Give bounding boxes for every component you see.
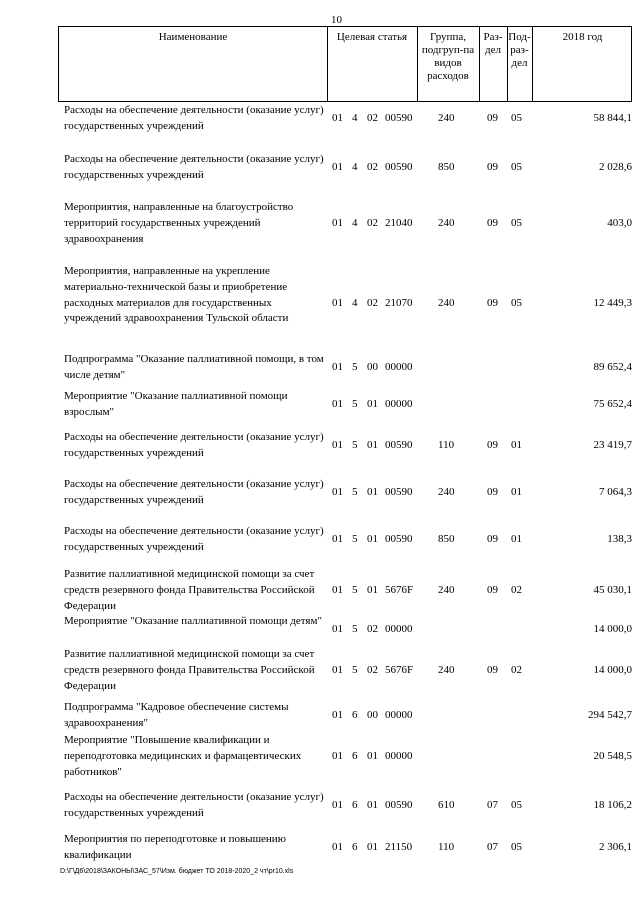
section-code: 07 (487, 841, 498, 853)
code-direction: 00590 (385, 439, 413, 451)
code-subprogram: 5 (352, 623, 358, 635)
page-number: 10 (331, 14, 342, 26)
code-program: 01 (332, 584, 343, 596)
amount-2018: 2 028,6 (599, 161, 632, 173)
code-subprogram: 5 (352, 361, 358, 373)
code-direction: 21070 (385, 297, 413, 309)
header-subsection: Под-раз-дел (508, 31, 531, 69)
code-event: 01 (367, 486, 378, 498)
amount-2018: 12 449,3 (593, 297, 632, 309)
code-subprogram: 4 (352, 217, 358, 229)
file-path: D:\Г\Д6\2018\ЗАКОНЫ\ЗАС_57\Изм. бюджет ТО 2018-2020_2 чт\pr10.xls (60, 868, 294, 875)
code-subprogram: 5 (352, 486, 358, 498)
code-subprogram: 4 (352, 112, 358, 124)
amount-2018: 23 419,7 (593, 439, 632, 451)
subsection-code: 05 (511, 161, 522, 173)
row-name: Расходы на обеспечение деятельности (оказание услуг) государственных учреждений (64, 791, 324, 819)
subsection-code: 05 (511, 217, 522, 229)
code-event: 01 (367, 439, 378, 451)
section-code: 09 (487, 161, 498, 173)
amount-2018: 45 030,1 (593, 584, 632, 596)
section-code: 09 (487, 664, 498, 676)
code-program: 01 (332, 161, 343, 173)
expense-group: 240 (438, 486, 455, 498)
code-event: 00 (367, 361, 378, 373)
expense-group: 240 (438, 664, 455, 676)
section-code: 09 (487, 297, 498, 309)
code-subprogram: 5 (352, 398, 358, 410)
code-program: 01 (332, 664, 343, 676)
section-code: 09 (487, 486, 498, 498)
code-direction: 00000 (385, 623, 413, 635)
code-event: 02 (367, 217, 378, 229)
code-program: 01 (332, 112, 343, 124)
code-direction: 00590 (385, 112, 413, 124)
code-subprogram: 6 (352, 841, 358, 853)
section-code: 09 (487, 584, 498, 596)
code-event: 02 (367, 297, 378, 309)
code-subprogram: 6 (352, 750, 358, 762)
section-code: 09 (487, 533, 498, 545)
subsection-code: 05 (511, 112, 522, 124)
row-name: Мероприятия по переподготовке и повышению квалификации (64, 833, 286, 861)
row-name: Мероприятия, направленные на укрепление материально-технической базы и приобретение расходных материалов для государственных учреждений здравоохранения Тульской области (64, 265, 289, 325)
code-event: 02 (367, 664, 378, 676)
amount-2018: 20 548,5 (593, 750, 632, 762)
code-program: 01 (332, 799, 343, 811)
code-program: 01 (332, 297, 343, 309)
code-program: 01 (332, 361, 343, 373)
code-event: 02 (367, 623, 378, 635)
code-event: 01 (367, 841, 378, 853)
code-event: 02 (367, 112, 378, 124)
row-name: Мероприятия, направленные на благоустройство территорий государственных учреждений здравоохранения (64, 201, 294, 245)
code-event: 00 (367, 709, 378, 721)
subsection-code: 01 (511, 439, 522, 451)
row-name: Мероприятие "Оказание паллиативной помощи взрослым" (64, 390, 288, 418)
amount-2018: 14 000,0 (593, 664, 632, 676)
code-direction: 00590 (385, 486, 413, 498)
code-event: 01 (367, 533, 378, 545)
subsection-code: 02 (511, 584, 522, 596)
header-target: Целевая статья (336, 31, 408, 43)
code-direction: 5676F (385, 584, 414, 596)
code-program: 01 (332, 623, 343, 635)
amount-2018: 294 542,7 (588, 709, 632, 721)
code-program: 01 (332, 217, 343, 229)
amount-2018: 89 652,4 (593, 361, 632, 373)
code-direction: 21040 (385, 217, 413, 229)
code-direction: 00000 (385, 709, 413, 721)
row-name: Расходы на обеспечение деятельности (оказание услуг) государственных учреждений (64, 478, 324, 506)
amount-2018: 58 844,1 (593, 112, 632, 124)
code-program: 01 (332, 533, 343, 545)
header-section: Раз-дел (483, 31, 503, 56)
code-event: 01 (367, 799, 378, 811)
subsection-code: 05 (511, 841, 522, 853)
code-event: 01 (367, 398, 378, 410)
code-program: 01 (332, 750, 343, 762)
code-direction: 21150 (385, 841, 413, 853)
amount-2018: 18 106,2 (593, 799, 632, 811)
header-name: Наименование (158, 31, 228, 43)
code-direction: 00590 (385, 799, 413, 811)
table-header (58, 26, 632, 102)
code-program: 01 (332, 398, 343, 410)
section-code: 09 (487, 439, 498, 451)
expense-group: 240 (438, 297, 455, 309)
expense-group: 240 (438, 584, 455, 596)
expense-group: 610 (438, 799, 455, 811)
row-name: Расходы на обеспечение деятельности (оказание услуг) государственных учреждений (64, 153, 324, 181)
code-subprogram: 5 (352, 533, 358, 545)
code-program: 01 (332, 709, 343, 721)
code-subprogram: 4 (352, 161, 358, 173)
header-group: Группа, подгруп-па видов расходов (421, 31, 475, 82)
amount-2018: 403,0 (607, 217, 632, 229)
subsection-code: 01 (511, 486, 522, 498)
code-program: 01 (332, 439, 343, 451)
code-subprogram: 5 (352, 439, 358, 451)
code-program: 01 (332, 841, 343, 853)
amount-2018: 138,3 (607, 533, 632, 545)
code-direction: 00590 (385, 161, 413, 173)
code-direction: 00000 (385, 398, 413, 410)
code-subprogram: 4 (352, 297, 358, 309)
amount-2018: 2 306,1 (599, 841, 632, 853)
expense-group: 110 (438, 841, 455, 853)
expense-group: 110 (438, 439, 455, 451)
expense-group: 240 (438, 112, 455, 124)
amount-2018: 7 064,3 (599, 486, 632, 498)
code-direction: 00000 (385, 361, 413, 373)
row-name: Подпрограмма "Кадровое обеспечение системы здравоохранения" (64, 701, 289, 729)
code-subprogram: 5 (352, 584, 358, 596)
amount-2018: 75 652,4 (593, 398, 632, 410)
subsection-code: 05 (511, 799, 522, 811)
row-name: Развитие паллиативной медицинской помощи за счет средств резервного фонда Правительства Российской Федерации (64, 568, 315, 612)
row-name: Расходы на обеспечение деятельности (оказание услуг) государственных учреждений (64, 525, 324, 553)
row-name: Подпрограмма "Оказание паллиативной помощи, в том числе детям" (64, 353, 324, 381)
row-name: Расходы на обеспечение деятельности (оказание услуг) государственных учреждений (64, 104, 324, 132)
code-subprogram: 5 (352, 664, 358, 676)
subsection-code: 01 (511, 533, 522, 545)
code-event: 02 (367, 161, 378, 173)
code-program: 01 (332, 486, 343, 498)
expense-group: 850 (438, 533, 455, 545)
code-direction: 00000 (385, 750, 413, 762)
code-direction: 00590 (385, 533, 413, 545)
row-name: Мероприятие "Повышение квалификации и переподготовка медицинских и фармацевтических работников" (64, 734, 302, 778)
code-subprogram: 6 (352, 709, 358, 721)
code-event: 01 (367, 750, 378, 762)
section-code: 07 (487, 799, 498, 811)
expense-group: 240 (438, 217, 455, 229)
amount-2018: 14 000,0 (593, 623, 632, 635)
row-name: Мероприятие "Оказание паллиативной помощи детям" (64, 615, 322, 627)
code-event: 01 (367, 584, 378, 596)
expense-group: 850 (438, 161, 455, 173)
subsection-code: 05 (511, 297, 522, 309)
header-year: 2018 год (562, 31, 603, 43)
section-code: 09 (487, 217, 498, 229)
row-name: Расходы на обеспечение деятельности (оказание услуг) государственных учреждений (64, 431, 324, 459)
code-subprogram: 6 (352, 799, 358, 811)
subsection-code: 02 (511, 664, 522, 676)
code-direction: 5676F (385, 664, 414, 676)
row-name: Развитие паллиативной медицинской помощи за счет средств резервного фонда Правительства Российской Федерации (64, 648, 315, 692)
section-code: 09 (487, 112, 498, 124)
